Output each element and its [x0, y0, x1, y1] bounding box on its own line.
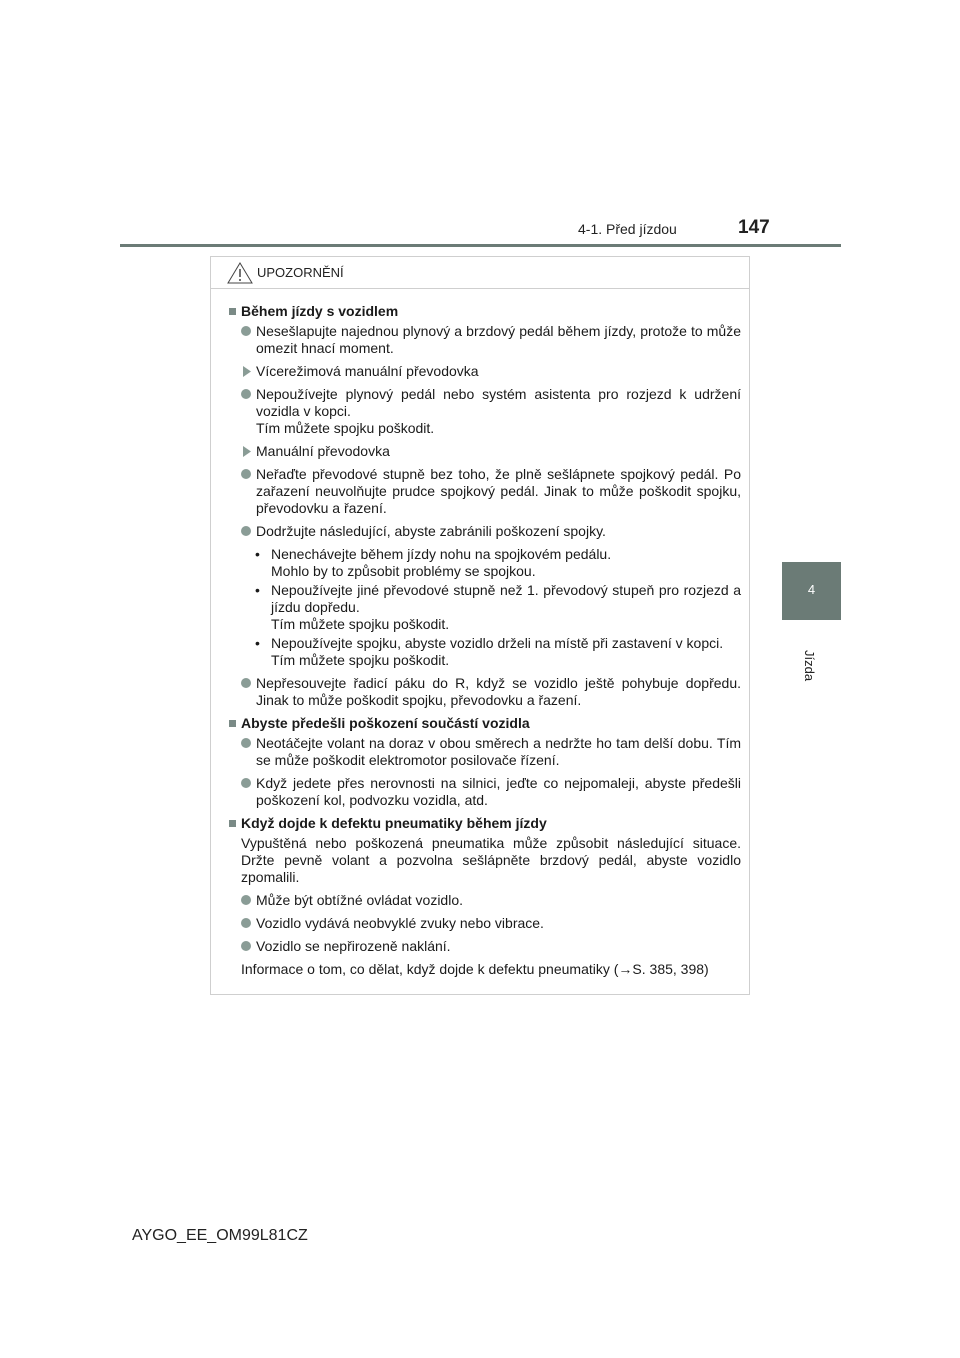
document-code: AYGO_EE_OM99L81CZ: [132, 1227, 308, 1244]
sub-item: • Nepoužívejte jiné převodové stupně než 1. převodový stupeň pro rozjezd a jízdu dopředu. Tím můžete spojku poškodit.: [255, 582, 741, 632]
bullet-item: Dodržujte následující, abyste zabránili poškození spojky.: [229, 523, 741, 540]
bullet-dot-icon: [241, 895, 251, 905]
triangle-bullet-icon: [243, 446, 251, 457]
bullet-item: Neotáčejte volant na doraz v obou směrech a nedržte ho tam delší dobu. Tím se může poškodit elektromotor posilovače řízení.: [229, 735, 741, 769]
bullet-item: Může být obtížné ovládat vozidlo.: [229, 892, 741, 909]
bullet-dot-icon: [241, 778, 251, 788]
bullet-dot-icon: [241, 941, 251, 951]
bullet-dot-icon: [241, 389, 251, 399]
bullet-item: Vozidlo vydává neobvyklé zvuky nebo vibrace.: [229, 915, 741, 932]
paragraph: Vypuštěná nebo poškozená pneumatika může způsobit následující situace. Držte pevně volant a pozvolna sešlápněte brzdový pedál, abyste vozidlo zpomalili.: [241, 835, 741, 885]
triangle-bullet-icon: [243, 366, 251, 377]
bullet-item: Nesešlapujte najednou plynový a brzdový pedál během jízdy, protože to může omezit hnací moment.: [229, 323, 741, 357]
sub-item: • Nepoužívejte spojku, abyste vozidlo drželi na místě při zastavení v kopci. Tím můžete spojku poškodit.: [255, 635, 724, 668]
bullet-dot-icon: [241, 678, 251, 688]
subheading-item: Vícerežimová manuální převodovka: [229, 363, 741, 380]
chapter-number: 4: [807, 582, 816, 597]
warning-title: UPOZORNĚNÍ: [257, 265, 344, 280]
header-divider: [120, 244, 841, 247]
warning-header: [211, 257, 749, 289]
bullet-dot-icon: [241, 526, 251, 536]
sub-item: • Nenechávejte během jízdy nohu na spojkovém pedálu. Mohlo by to způsobit problémy se spojkou.: [255, 546, 612, 579]
warning-triangle-icon: [227, 262, 253, 284]
chapter-label: Jízda: [802, 650, 817, 682]
page-reference: Informace o tom, co dělat, když dojde k defektu pneumatiky (→S. 385, 398): [241, 961, 709, 977]
section-heading: Během jízdy s vozidlem: [229, 303, 741, 320]
subheading-item: Manuální převodovka: [229, 443, 741, 460]
bullet-item: Nepřesouvejte řadicí páku do R, když se vozidlo ještě pohybuje dopředu. Jinak to může poškodit spojku, převodovku a řazení.: [229, 675, 741, 709]
section-title: 4-1. Před jízdou: [578, 221, 677, 237]
page-number: 147: [738, 217, 770, 238]
warning-box: [210, 256, 750, 995]
bullet-dot-icon: [241, 738, 251, 748]
bullet-item: Nepoužívejte plynový pedál nebo systém asistenta pro rozjezd k udržení vozidla v kopci. Tím můžete spojku poškodit.: [229, 386, 741, 437]
bullet-dot-icon: [241, 326, 251, 336]
section-heading: Abyste předešli poškození součástí vozidla: [229, 715, 741, 732]
square-bullet-icon: [229, 720, 236, 727]
bullet-dot-icon: [241, 918, 251, 928]
square-bullet-icon: [229, 820, 236, 827]
bullet-item: Když jedete přes nerovnosti na silnici, jeďte co nejpomaleji, abyste předešli poškození kol, podvozku vozidla, atd.: [229, 775, 741, 809]
bullet-item: Neřaďte převodové stupně bez toho, že plně sešlápnete spojkový pedál. Po zařazení neuvolňujte prudce spojkový pedál. Jinak to může poškodit spojku, převodovku a řazení.: [229, 466, 741, 517]
square-bullet-icon: [229, 308, 236, 315]
section-heading: Když dojde k defektu pneumatiky během jízdy: [229, 815, 741, 832]
bullet-item: Vozidlo se nepřirozeně naklání.: [229, 938, 741, 955]
bullet-dot-icon: [241, 469, 251, 479]
chapter-tab: [782, 562, 841, 620]
warning-body: [211, 289, 749, 978]
